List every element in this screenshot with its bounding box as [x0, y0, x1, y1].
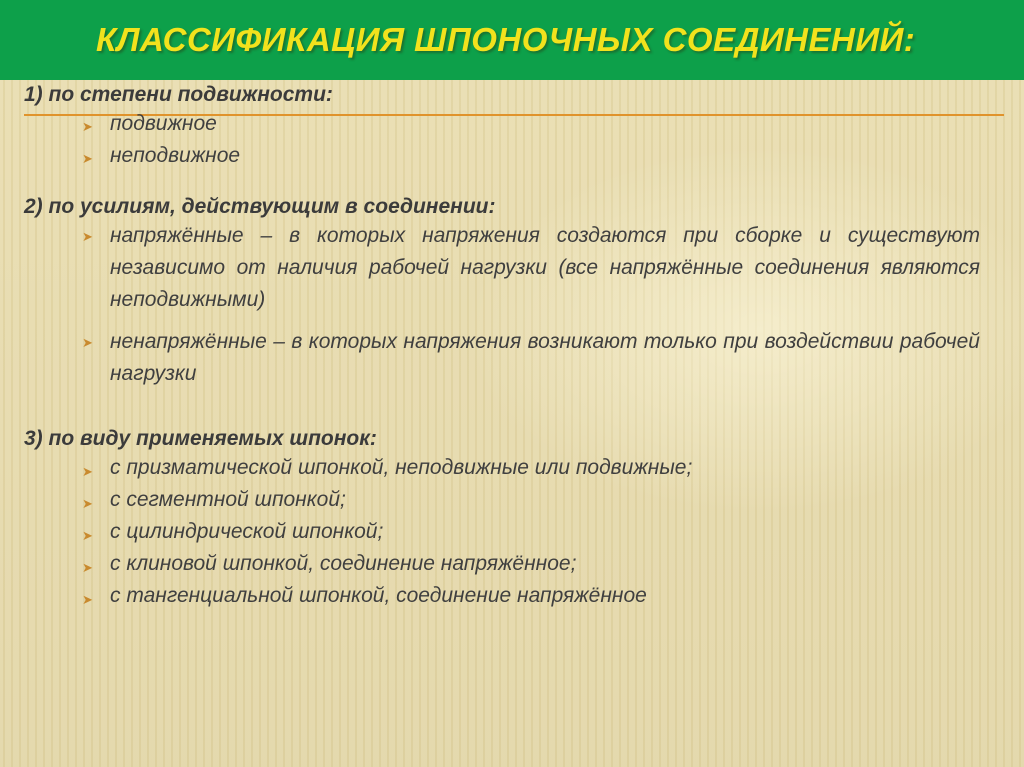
arrowhead-bullet-icon: ➤ — [82, 229, 93, 244]
list-item-text: неподвижное — [110, 144, 241, 167]
list-item-text: напряжённые – в которых напряжения создаются при сборке и существуют независимо от наличия рабочей нагрузки (все напряжённые соединения являются неподвижными) — [110, 224, 980, 311]
list-item — [24, 484, 980, 516]
arrowhead-bullet-icon: ➤ — [82, 151, 93, 166]
list-item-text: подвижное — [110, 112, 217, 135]
slide-content — [24, 80, 1004, 612]
list-item-text: с клиновой шпонкой, соединение напряжённое; — [110, 552, 577, 575]
list-item-text: с цилиндрической шпонкой; — [110, 520, 384, 543]
arrowhead-bullet-icon: ➤ — [82, 592, 93, 607]
list-item-text: с призматической шпонкой, неподвижные или подвижные; — [110, 456, 693, 479]
list-item — [24, 580, 980, 612]
list-item — [24, 326, 980, 390]
list-item — [24, 140, 980, 172]
arrowhead-bullet-icon: ➤ — [82, 496, 93, 511]
list-item — [24, 548, 980, 580]
arrowhead-bullet-icon: ➤ — [82, 119, 93, 134]
arrowhead-bullet-icon: ➤ — [82, 528, 93, 543]
list-forces — [24, 220, 1004, 390]
list-item-text: ненапряжённые – в которых напряжения возникают только при воздействии рабочей нагрузки — [110, 330, 980, 385]
list-item — [24, 108, 980, 140]
arrowhead-bullet-icon: ➤ — [82, 560, 93, 575]
list-item — [24, 452, 980, 484]
section-heading-mobility: 1) по степени подвижности: — [24, 83, 333, 106]
section-heading-key-types: 3) по виду применяемых шпонок: — [24, 427, 377, 450]
list-item-text: с тангенциальной шпонкой, соединение напряжённое — [110, 584, 647, 607]
arrowhead-bullet-icon: ➤ — [82, 464, 93, 479]
title-bar — [0, 0, 1024, 80]
arrowhead-bullet-icon: ➤ — [82, 335, 93, 350]
list-item — [24, 220, 980, 316]
section-heading-forces: 2) по усилиям, действующим в соединении: — [24, 195, 496, 218]
list-item-text: с сегментной шпонкой; — [110, 488, 346, 511]
list-key-types — [24, 452, 1004, 612]
list-mobility — [24, 108, 1004, 172]
slide-title: КЛАССИФИКАЦИЯ ШПОНОЧНЫХ СОЕДИНЕНИЙ: — [96, 21, 916, 58]
list-item — [24, 516, 980, 548]
